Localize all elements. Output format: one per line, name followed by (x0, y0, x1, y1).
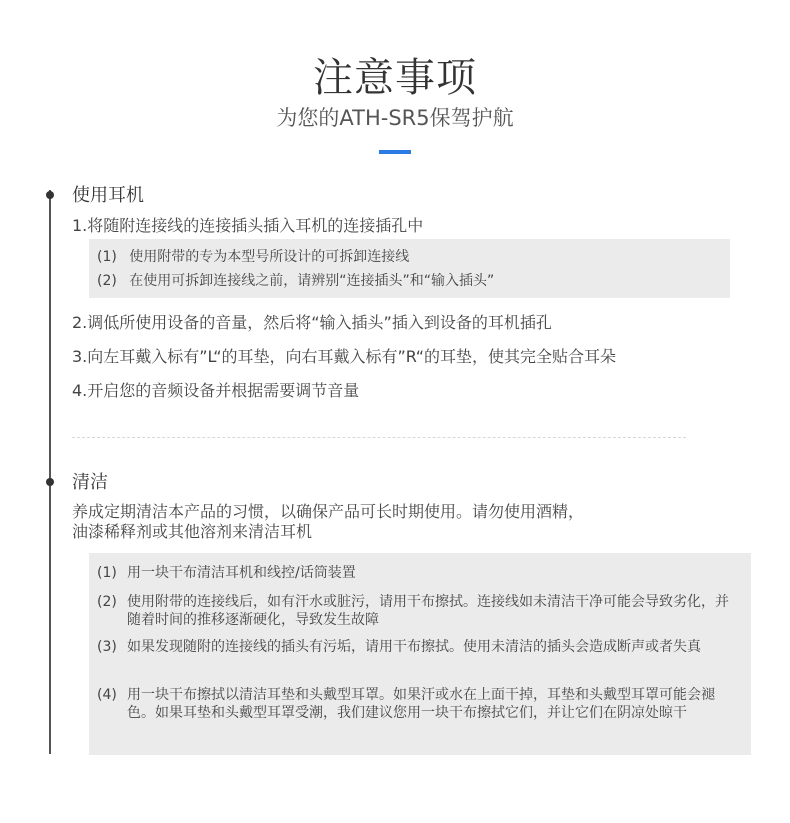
clean-item-2-text: 使用附带的连接线后，如有汗水或脏污，请用干布擦拭。连接线如未清洁干净可能会导致劣化，并随着时间的推移逐渐硬化，导致发生故障 (127, 594, 729, 628)
clean-intro-line-2: 油漆稀释剂或其他溶剂来清洁耳机 (72, 522, 313, 541)
use-note-2-num: (2) (97, 273, 117, 289)
clean-item-3-num: (3) (97, 639, 117, 655)
section-divider (72, 437, 686, 438)
timeline-line (49, 190, 51, 754)
use-step-3: 3.向左耳戴入标有”L“的耳垫，向右耳戴入标有”R“的耳垫，使其完全贴合耳朵 (72, 347, 617, 366)
use-step-1: 1.将随附连接线的连接插头插入耳机的连接插孔中 (72, 216, 424, 235)
use-note-1-num: (1) (97, 249, 117, 265)
use-step-2: 2.调低所使用设备的音量，然后将“输入插头”插入到设备的耳机插孔 (72, 313, 552, 332)
clean-intro-line-1: 养成定期清洁本产品的习惯，以确保产品可长时期使用。请勿使用酒精， (72, 502, 585, 521)
use-note-2-text: 在使用可拆卸连接线之前，请辨别“连接插头”和“输入插头” (129, 273, 495, 289)
timeline-dot-clean (46, 478, 54, 486)
clean-item-3-text: 如果发现随附的连接线的插头有污垢，请用干布擦拭。使用未清洁的插头会造成断声或者失真 (127, 639, 701, 655)
use-step-4: 4.开启您的音频设备并根据需要调节音量 (72, 381, 360, 400)
clean-item-4-text: 用一块干布擦拭以清洁耳垫和头戴型耳罩。如果汗或水在上面干掉，耳垫和头戴型耳罩可能会褪色。如果耳垫和头戴型耳罩受潮，我们建议您用一块干布擦拭它们，并让它们在阴凉处晾干 (127, 687, 715, 721)
clean-item-2 (97, 593, 737, 629)
page-subtitle: 为您的ATH-SR5保驾护航 (276, 106, 514, 130)
clean-item-1-text: 用一块干布清洁耳机和线控/话筒装置 (127, 565, 356, 581)
title-accent-bar (379, 150, 411, 154)
timeline-dot-use (46, 191, 54, 199)
use-note-1-text: 使用附带的专为本型号所设计的可拆卸连接线 (129, 249, 410, 265)
use-note-1 (97, 248, 409, 267)
clean-item-2-num: (2) (97, 594, 117, 610)
clean-item-1-num: (1) (97, 565, 117, 581)
page-title: 注意事项 (313, 55, 477, 101)
clean-item-4 (97, 686, 737, 722)
section-title-use: 使用耳机 (72, 185, 144, 206)
clean-item-4-num: (4) (97, 687, 117, 703)
clean-item-1 (97, 564, 737, 582)
use-note-2 (97, 272, 494, 291)
page-header (0, 52, 790, 154)
clean-item-3 (97, 638, 737, 656)
section-title-clean: 清洁 (72, 472, 108, 493)
